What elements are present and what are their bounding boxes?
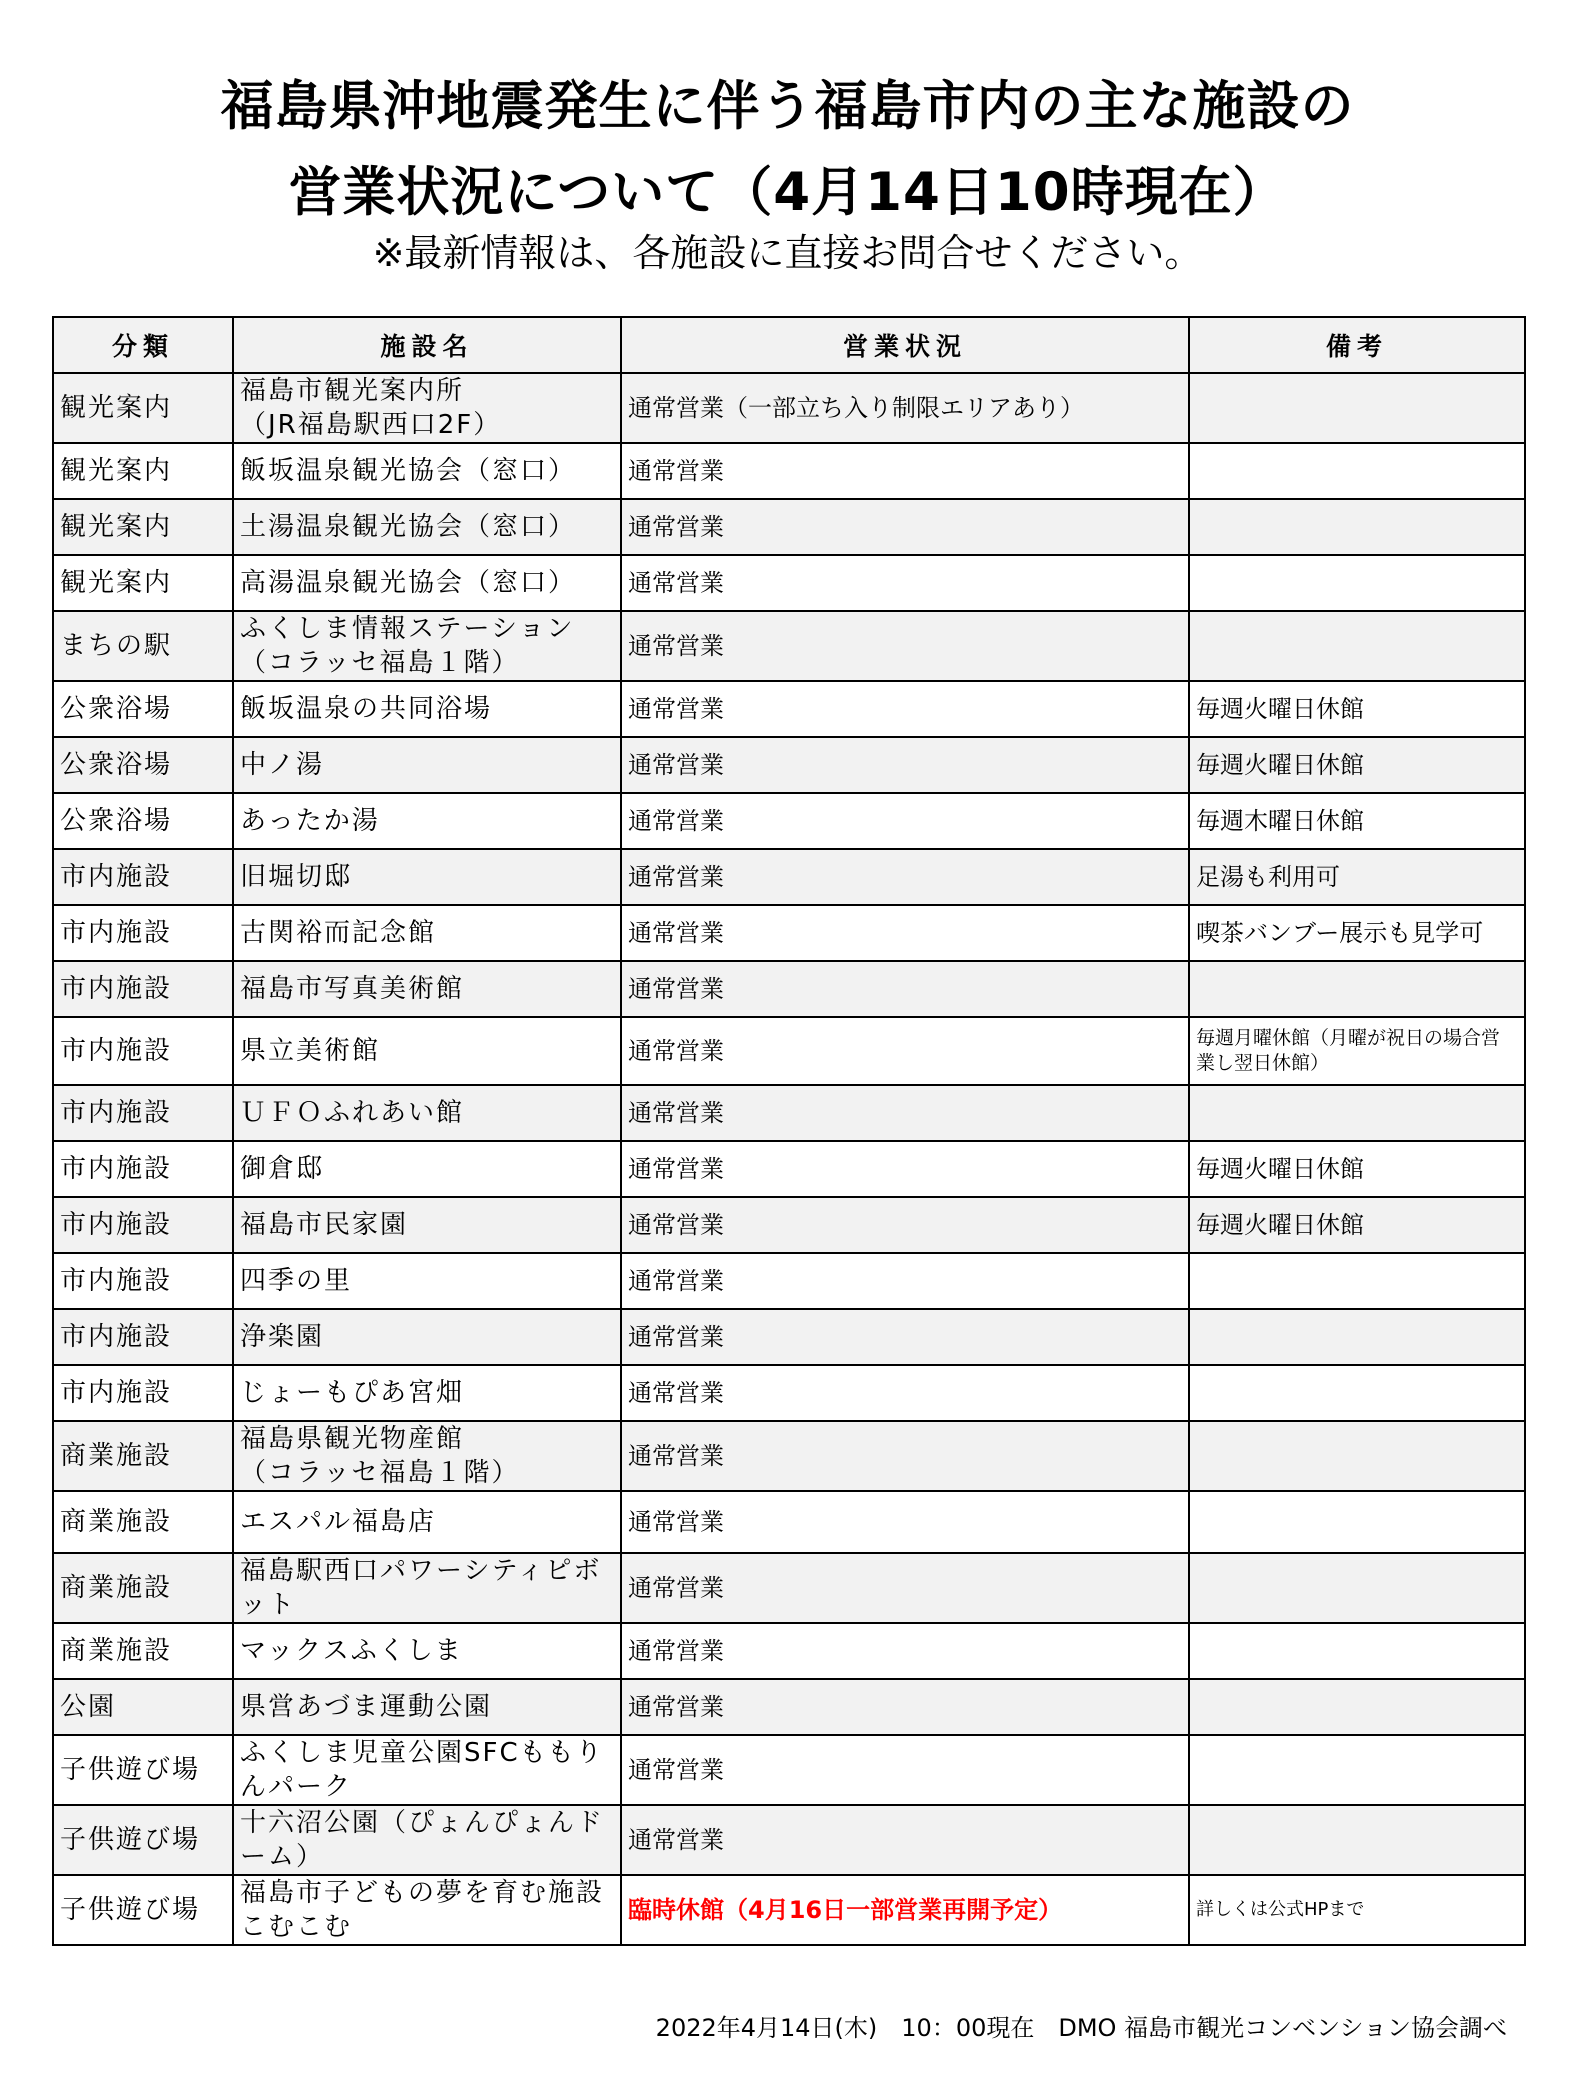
header-status: 営業状況 xyxy=(621,317,1189,373)
table-row xyxy=(53,1085,1525,1141)
row-name-cell: 福島市子どもの夢を育む施設 こむこむ xyxy=(233,1875,621,1945)
row-status-cell: 通常営業 xyxy=(621,1679,1189,1735)
row-name-cell: あったか湯 xyxy=(233,793,621,849)
header-category: 分類 xyxy=(53,317,233,373)
row-category-cell: 観光案内 xyxy=(53,373,233,443)
row-notes-cell xyxy=(1189,1735,1525,1805)
row-name-cell: 県営あづま運動公園 xyxy=(233,1679,621,1735)
row-name-cell: 十六沼公園（ぴょんぴょんドーム） xyxy=(233,1805,621,1875)
row-notes-cell xyxy=(1189,373,1525,443)
row-category-cell: 市内施設 xyxy=(53,1365,233,1421)
table-row xyxy=(53,1875,1525,1945)
row-category-cell: 観光案内 xyxy=(53,443,233,499)
row-name-cell: 旧堀切邸 xyxy=(233,849,621,905)
row-notes-cell: 毎週火曜日休館 xyxy=(1189,737,1525,793)
row-status-cell: 通常営業 xyxy=(621,555,1189,611)
row-name-cell: 福島県観光物産館 （コラッセ福島１階） xyxy=(233,1421,621,1491)
table-row xyxy=(53,849,1525,905)
table-row xyxy=(53,1309,1525,1365)
row-category-cell: 市内施設 xyxy=(53,905,233,961)
row-category-cell: 市内施設 xyxy=(53,1309,233,1365)
row-name-cell: 飯坂温泉の共同浴場 xyxy=(233,681,621,737)
facility-status-table xyxy=(52,316,1526,1946)
row-status-cell: 通常営業（一部立ち入り制限エリアあり） xyxy=(621,373,1189,443)
table-row xyxy=(53,1491,1525,1553)
row-status-cell: 通常営業 xyxy=(621,499,1189,555)
row-status-cell: 通常営業 xyxy=(621,737,1189,793)
table-row xyxy=(53,793,1525,849)
footer-note: 2022年4月14日(木) 10：00現在 DMO 福島市観光コンベンション協会調べ xyxy=(655,2014,1507,2042)
row-status-cell: 通常営業 xyxy=(621,681,1189,737)
page-title-line-1: 福島県沖地震発生に伴う福島市内の主な施設の xyxy=(220,76,1355,137)
header-notes: 備考 xyxy=(1189,317,1525,373)
row-notes-cell xyxy=(1189,443,1525,499)
row-category-cell: 商業施設 xyxy=(53,1553,233,1623)
row-category-cell: 市内施設 xyxy=(53,1017,233,1085)
table-row xyxy=(53,1679,1525,1735)
row-notes-cell: 足湯も利用可 xyxy=(1189,849,1525,905)
row-notes-cell xyxy=(1189,1365,1525,1421)
row-notes-cell xyxy=(1189,1421,1525,1491)
row-category-cell: 公衆浴場 xyxy=(53,681,233,737)
row-category-cell: まちの駅 xyxy=(53,611,233,681)
row-status-cell: 通常営業 xyxy=(621,1309,1189,1365)
table-row xyxy=(53,1805,1525,1875)
row-status-cell: 通常営業 xyxy=(621,1365,1189,1421)
row-status-cell: 通常営業 xyxy=(621,611,1189,681)
row-status-cell: 通常営業 xyxy=(621,1017,1189,1085)
row-category-cell: 市内施設 xyxy=(53,1085,233,1141)
table-row xyxy=(53,555,1525,611)
row-status-cell: 通常営業 xyxy=(621,1735,1189,1805)
row-category-cell: 子供遊び場 xyxy=(53,1735,233,1805)
table-row xyxy=(53,737,1525,793)
row-notes-cell xyxy=(1189,1623,1525,1679)
table-row xyxy=(53,1365,1525,1421)
row-name-cell: 中ノ湯 xyxy=(233,737,621,793)
row-name-cell: ＵＦＯふれあい館 xyxy=(233,1085,621,1141)
table-row xyxy=(53,499,1525,555)
row-notes-cell xyxy=(1189,961,1525,1017)
row-notes-cell xyxy=(1189,1679,1525,1735)
row-category-cell: 公衆浴場 xyxy=(53,793,233,849)
row-category-cell: 観光案内 xyxy=(53,555,233,611)
row-notes-cell xyxy=(1189,1553,1525,1623)
row-notes-cell: 喫茶バンブー展示も見学可 xyxy=(1189,905,1525,961)
row-name-cell: マックスふくしま xyxy=(233,1623,621,1679)
row-category-cell: 市内施設 xyxy=(53,849,233,905)
row-name-cell: ふくしま児童公園SFCももりんパーク xyxy=(233,1735,621,1805)
row-notes-cell xyxy=(1189,1491,1525,1553)
page-title-line-2: 営業状況について（4月14日10時現在） xyxy=(288,162,1287,223)
table-row xyxy=(53,1735,1525,1805)
table-row xyxy=(53,1197,1525,1253)
row-notes-cell: 毎週火曜日休館 xyxy=(1189,681,1525,737)
row-category-cell: 子供遊び場 xyxy=(53,1875,233,1945)
row-notes-cell: 毎週火曜日休館 xyxy=(1189,1141,1525,1197)
row-status-cell: 通常営業 xyxy=(621,1085,1189,1141)
row-status-cell: 通常営業 xyxy=(621,961,1189,1017)
row-notes-cell xyxy=(1189,555,1525,611)
row-category-cell: 市内施設 xyxy=(53,1253,233,1309)
row-notes-cell xyxy=(1189,1085,1525,1141)
table-row xyxy=(53,681,1525,737)
row-category-cell: 子供遊び場 xyxy=(53,1805,233,1875)
row-category-cell: 商業施設 xyxy=(53,1491,233,1553)
row-status-cell: 通常営業 xyxy=(621,793,1189,849)
row-name-cell: 古関裕而記念館 xyxy=(233,905,621,961)
row-name-cell: 県立美術館 xyxy=(233,1017,621,1085)
row-category-cell: 市内施設 xyxy=(53,1141,233,1197)
row-notes-cell xyxy=(1189,1253,1525,1309)
table-row xyxy=(53,1253,1525,1309)
row-category-cell: 市内施設 xyxy=(53,961,233,1017)
row-status-cell: 通常営業 xyxy=(621,443,1189,499)
row-notes-cell xyxy=(1189,1309,1525,1365)
row-notes-cell: 毎週木曜日休館 xyxy=(1189,793,1525,849)
row-name-cell: 高湯温泉観光協会（窓口） xyxy=(233,555,621,611)
row-category-cell: 観光案内 xyxy=(53,499,233,555)
row-notes-cell: 毎週火曜日休館 xyxy=(1189,1197,1525,1253)
row-status-cell: 通常営業 xyxy=(621,1805,1189,1875)
table-row xyxy=(53,373,1525,443)
table-header-row xyxy=(53,317,1525,373)
row-name-cell: 四季の里 xyxy=(233,1253,621,1309)
row-name-cell: 福島市観光案内所 （JR福島駅西口2F） xyxy=(233,373,621,443)
row-notes-cell xyxy=(1189,499,1525,555)
row-name-cell: エスパル福島店 xyxy=(233,1491,621,1553)
row-name-cell: 福島駅西口パワーシティピボット xyxy=(233,1553,621,1623)
row-category-cell: 公園 xyxy=(53,1679,233,1735)
row-status-cell: 通常営業 xyxy=(621,1553,1189,1623)
row-notes-cell: 詳しくは公式HPまで xyxy=(1189,1875,1525,1945)
page-subtitle: ※最新情報は、各施設に直接お問合せください。 xyxy=(372,231,1203,275)
table-row xyxy=(53,905,1525,961)
table-row xyxy=(53,1017,1525,1085)
row-status-cell: 通常営業 xyxy=(621,1421,1189,1491)
table-row xyxy=(53,1141,1525,1197)
row-status-cell: 臨時休館（4月16日一部営業再開予定） xyxy=(621,1875,1189,1945)
row-name-cell: 福島市写真美術館 xyxy=(233,961,621,1017)
row-status-cell: 通常営業 xyxy=(621,1141,1189,1197)
row-name-cell: ふくしま情報ステーション （コラッセ福島１階） xyxy=(233,611,621,681)
row-name-cell: 御倉邸 xyxy=(233,1141,621,1197)
row-status-cell: 通常営業 xyxy=(621,1197,1189,1253)
row-notes-cell xyxy=(1189,611,1525,681)
row-name-cell: 土湯温泉観光協会（窓口） xyxy=(233,499,621,555)
table-row xyxy=(53,443,1525,499)
table-row xyxy=(53,961,1525,1017)
table-row xyxy=(53,611,1525,681)
table-row xyxy=(53,1623,1525,1679)
row-status-cell: 通常営業 xyxy=(621,1623,1189,1679)
row-notes-cell xyxy=(1189,1805,1525,1875)
row-status-cell: 通常営業 xyxy=(621,1491,1189,1553)
row-name-cell: じょーもぴあ宮畑 xyxy=(233,1365,621,1421)
row-category-cell: 商業施設 xyxy=(53,1421,233,1491)
row-status-cell: 通常営業 xyxy=(621,1253,1189,1309)
row-notes-cell: 毎週月曜休館（月曜が祝日の場合営業し翌日休館） xyxy=(1189,1017,1525,1085)
row-status-cell: 通常営業 xyxy=(621,905,1189,961)
row-category-cell: 公衆浴場 xyxy=(53,737,233,793)
row-name-cell: 福島市民家園 xyxy=(233,1197,621,1253)
row-name-cell: 飯坂温泉観光協会（窓口） xyxy=(233,443,621,499)
row-name-cell: 浄楽園 xyxy=(233,1309,621,1365)
row-status-cell: 通常営業 xyxy=(621,849,1189,905)
table-row xyxy=(53,1421,1525,1491)
row-category-cell: 商業施設 xyxy=(53,1623,233,1679)
row-category-cell: 市内施設 xyxy=(53,1197,233,1253)
table-row xyxy=(53,1553,1525,1623)
header-facility-name: 施設名 xyxy=(233,317,621,373)
